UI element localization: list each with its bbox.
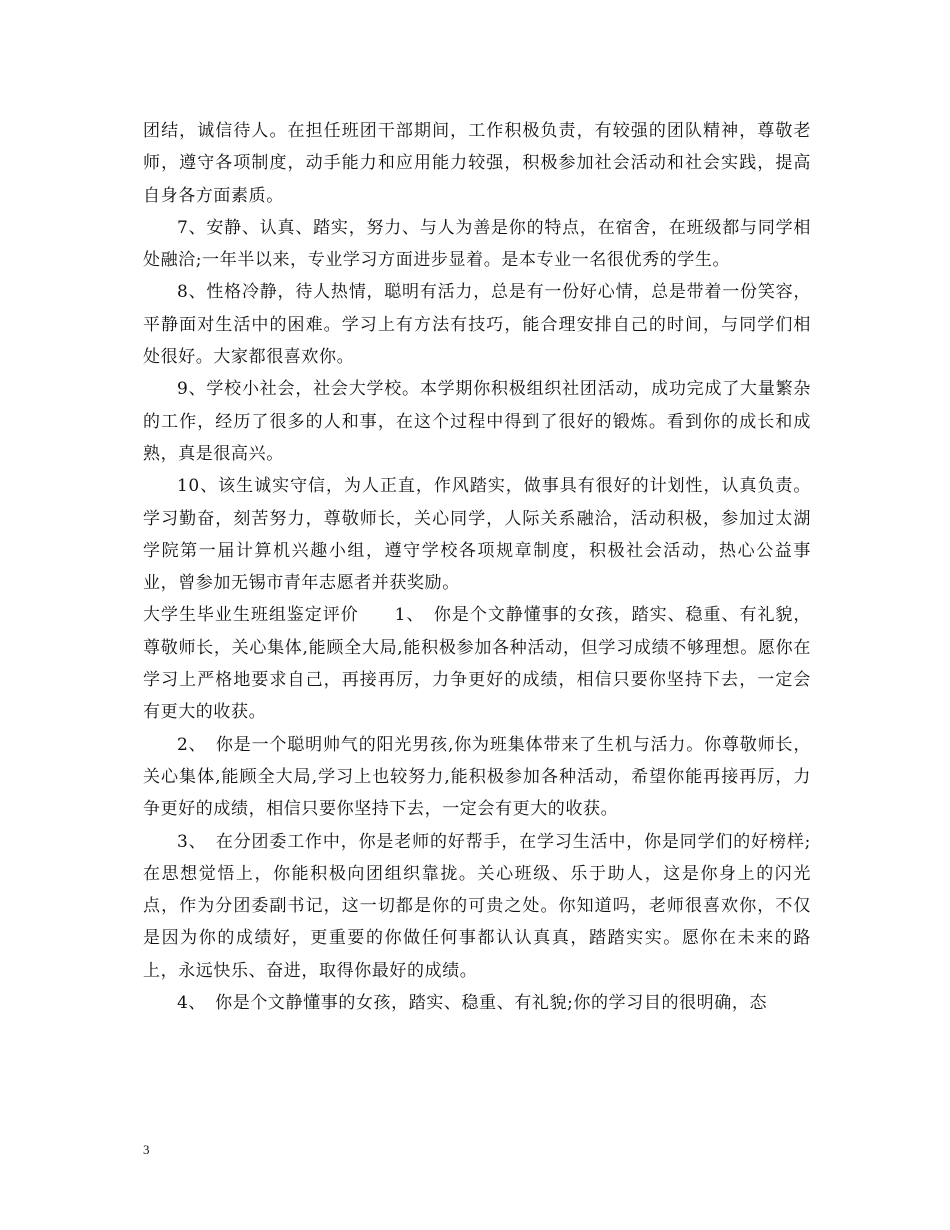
paragraph-item-8: 8、性格冷静，待人热情，聪明有活力，总是有一份好心情，总是带着一份笑容，平静面对生活中的困难。学习上有方法有技巧，能合理安排自己的时间，与同学们相处很好。大家都很喜欢你。 xyxy=(143,282,811,368)
paragraph-continuation: 团结，诚信待人。在担任班团干部期间，工作积极负责，有较强的团队精神，尊敬老师，遵守各项制度，动手能力和应用能力较强，积极参加社会活动和社会实践，提高自身各方面素质。 xyxy=(143,121,811,206)
paragraph-item-10: 10、该生诚实守信，为人正直，作风踏实，做事具有很好的计划性，认真负责。学习勤奋，刻苦努力，尊敬师长，关心同学，人际关系融洽，活动积极，参加过太湖学院第一届计算机兴趣小组，遵守学校各项规章制度，积极社会活动，热心公益事业，曾参加无锡市青年志愿者并获奖励。 xyxy=(143,476,811,594)
paragraph-item-9: 9、学校小社会，社会大学校。本学期你积极组织社团活动，成功完成了大量繁杂的工作，经历了很多的人和事，在这个过程中得到了很好的锻炼。看到你的成长和成熟，真是很高兴。 xyxy=(143,379,811,464)
page-number: 3 xyxy=(143,1142,150,1157)
paragraph-item-4: 4、 你是个文静懂事的女孩，踏实、稳重、有礼貌;你的学习目的很明确，态 xyxy=(177,993,768,1014)
section-heading-paragraph: 大学生毕业生班组鉴定评价 1、 你是个文静懂事的女孩，踏实、稳重、有礼貌，尊敬师长，关心集体,能顾全大局,能积极参加各种活动，但学习成绩不够理想。愿你在学习上严格地要求自己，再接再厉，力争更好的成绩，相信只要你坚持下去，一定会有更大的收获。 xyxy=(143,605,811,723)
paragraph-item-7: 7、安静、认真、踏实，努力、与人为善是你的特点，在宿舍，在班级都与同学相处融洽;一年半以来，专业学习方面进步显着。是本专业一名很优秀的学生。 xyxy=(143,217,811,271)
document-body xyxy=(143,115,811,1019)
paragraph-item-3: 3、 在分团委工作中，你是老师的好帮手，在学习生活中，你是同学们的好榜样;在思想觉悟上，你能积极向团组织靠拢。关心班级、乐于助人，这是你身上的闪光点，作为分团委副书记，这一切都是你的可贵之处。你知道吗，老师很喜欢你，不仅是因为你的成绩好，更重要的你做任何事都认认真真，踏踏实实。愿你在未来的路上，永远快乐、奋进，取得你最好的成绩。 xyxy=(143,831,811,981)
paragraph-item-2: 2、 你是一个聪明帅气的阳光男孩,你为班集体带来了生机与活力。你尊敬师长，关心集体,能顾全大局,学习上也较努力,能积极参加各种活动，希望你能再接再厉，力争更好的成绩，相信只要你坚持下去，一定会有更大的收获。 xyxy=(143,734,811,820)
